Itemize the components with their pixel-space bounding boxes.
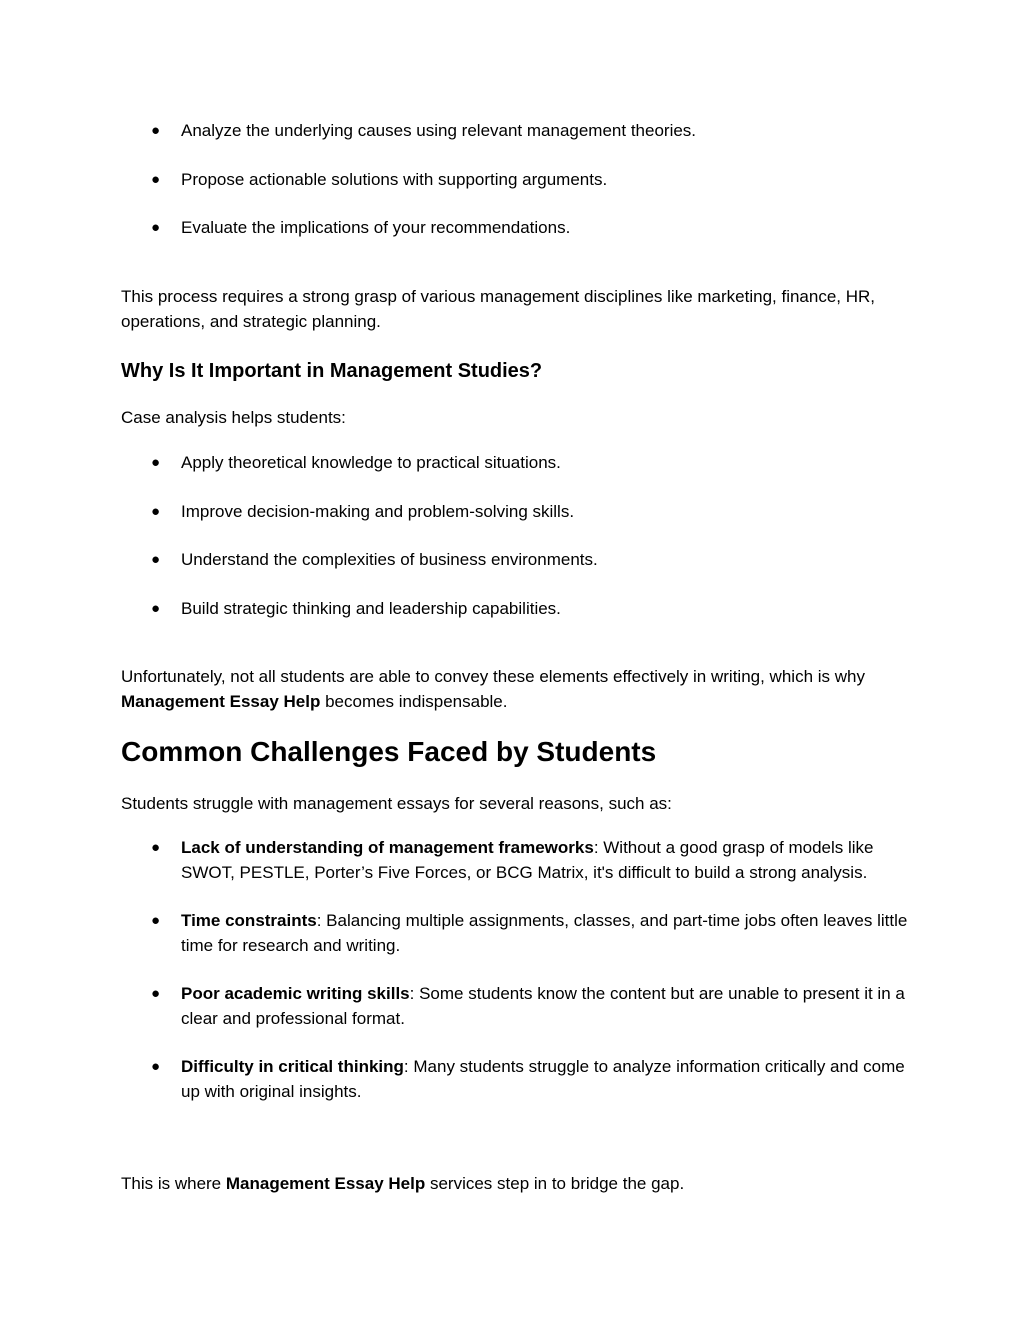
challenge-term: Lack of understanding of management frameworks <box>181 838 594 857</box>
bullet-icon: ● <box>151 985 161 1002</box>
bold-term: Management Essay Help <box>225 1174 426 1193</box>
bullet-icon: ● <box>151 219 161 236</box>
paragraph-struggle: Students struggle with management essays for several reasons, such as: <box>121 794 672 813</box>
list-item: ● Difficulty in critical thinking: Many students struggle to analyze information critically and come up with original insights. <box>151 1057 905 1101</box>
bullet-icon: ● <box>151 1058 161 1075</box>
bullet-icon: ● <box>151 599 161 617</box>
paragraph-unfortunately: Unfortunately, not all students are able to convey these elements effectively in writing, which is why Management Essay Help becomes indispensable. <box>121 667 865 711</box>
bullet-icon: ● <box>151 122 161 139</box>
bullet-icon: ● <box>151 454 161 471</box>
bullet-icon: ● <box>151 912 161 929</box>
list-item: ● Analyze the underlying causes using relevant management theories. <box>121 119 911 144</box>
bullet-icon: ● <box>151 839 161 856</box>
list-item: ● Apply theoretical knowledge to practical situations. <box>121 451 911 476</box>
bullet-list-benefits <box>121 451 911 621</box>
list-item: ● Poor academic writing skills: Some students know the content but are unable to present it in a clear and professional format. <box>151 984 905 1028</box>
bullet-icon: ● <box>151 170 161 188</box>
bullet-icon: ● <box>151 551 161 568</box>
bullet-list-challenges <box>121 836 911 1104</box>
list-item: ● Propose actionable solutions with supporting arguments. <box>121 168 911 193</box>
bold-term: Management Essay Help <box>121 691 321 711</box>
paragraph-intro: Case analysis helps students: <box>121 408 346 427</box>
bullet-icon: ● <box>151 502 161 520</box>
subheading-importance: Why Is It Important in Management Studies? <box>121 360 543 382</box>
list-item: ● Lack of understanding of management frameworks: Without a good grasp of models like SWOT, PESTLE, Porter’s Five Forces, or BCG Matrix, it's difficult to build a strong analysis. <box>151 838 874 882</box>
list-item: ● Time constraints: Balancing multiple assignments, classes, and part-time jobs often leaves little time for research and writing. <box>151 911 908 955</box>
challenge-term: Time constraints <box>181 911 317 930</box>
paragraph-closing: This is where Management Essay Help services step in to bridge the gap. <box>121 1174 685 1193</box>
challenge-term: Poor academic writing skills <box>181 984 410 1003</box>
list-item: ● Understand the complexities of business environments. <box>121 548 911 573</box>
list-item: ● Improve decision-making and problem-solving skills. <box>121 500 911 525</box>
challenge-term: Difficulty in critical thinking <box>181 1057 404 1076</box>
paragraph-process: This process requires a strong grasp of various management disciplines like marketing, finance, HR, operations, and strategic planning. <box>121 287 876 331</box>
list-item: ● Build strategic thinking and leadership capabilities. <box>121 597 911 622</box>
heading-challenges: Common Challenges Faced by Students <box>121 736 657 767</box>
list-item: ● Evaluate the implications of your recommendations. <box>121 216 911 241</box>
bullet-list-steps <box>121 119 911 241</box>
